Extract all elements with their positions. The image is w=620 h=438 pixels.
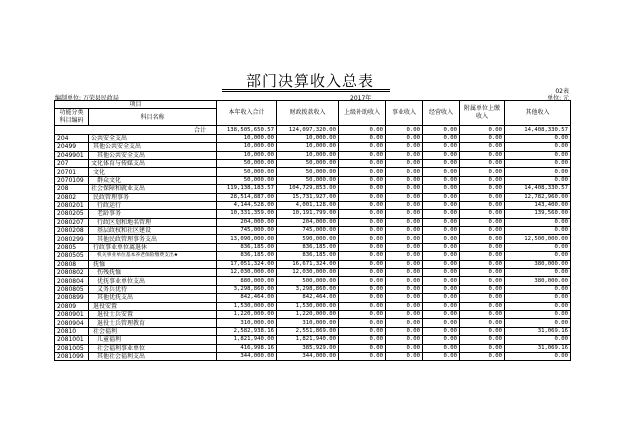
row-amount-cell: 0.00 [339, 277, 386, 285]
row-amount-cell: 10,331,359.00 [217, 210, 277, 218]
row-subject-name: 其他优抚支出 [89, 294, 217, 302]
row-amount-cell: 0.00 [339, 302, 386, 310]
row-subject-name: 文化 [89, 168, 217, 176]
row-code: 2080299 [55, 235, 89, 243]
row-amount-cell: 380,000.00 [505, 260, 571, 268]
row-amount-cell: 1,220,000.00 [277, 310, 339, 318]
row-amount-cell: 0.00 [423, 243, 460, 251]
table-row [55, 319, 571, 327]
row-amount-cell: 10,000.00 [277, 134, 339, 142]
row-amount-cell: 0.00 [505, 285, 571, 293]
total-row [55, 126, 571, 134]
row-amount-cell: 0.00 [423, 302, 460, 310]
row-amount-cell: 0.00 [460, 294, 505, 302]
table-row [55, 218, 571, 226]
total-cell: 138,505,650.57 [217, 126, 277, 134]
total-cell: 0.00 [339, 126, 386, 134]
table-row [55, 294, 571, 302]
row-code: 20809 [55, 302, 89, 310]
row-amount-cell: 0.00 [460, 260, 505, 268]
row-amount-cell: 0.00 [423, 185, 460, 193]
row-amount-cell: 0.00 [339, 260, 386, 268]
row-amount-cell: 0.00 [460, 218, 505, 226]
row-amount-cell: 3,298,860.00 [277, 285, 339, 293]
row-amount-cell: 0.00 [505, 159, 571, 167]
row-amount-cell: 0.00 [339, 151, 386, 159]
row-amount-cell: 28,514,887.00 [217, 193, 277, 201]
row-amount-cell: 0.00 [339, 210, 386, 218]
row-amount-cell: 14,408,330.57 [505, 185, 571, 193]
row-amount-cell: 842,464.00 [217, 294, 277, 302]
row-amount-cell: 0.00 [423, 319, 460, 327]
row-subject-name: 群众文化 [89, 176, 217, 184]
row-amount-cell: 0.00 [386, 159, 423, 167]
row-amount-cell: 0.00 [505, 176, 571, 184]
row-amount-cell: 842,464.00 [277, 294, 339, 302]
table-row [55, 344, 571, 352]
row-amount-cell: 0.00 [505, 143, 571, 151]
total-cell: 124,097,320.00 [277, 126, 339, 134]
row-amount-cell: 836,185.00 [217, 243, 277, 251]
row-amount-cell: 0.00 [505, 151, 571, 159]
row-amount-cell: 0.00 [386, 218, 423, 226]
table-row [55, 243, 571, 251]
row-subject-name: 其他公共安全支出 [89, 151, 217, 159]
row-amount-cell: 0.00 [339, 218, 386, 226]
row-amount-cell: 0.00 [423, 260, 460, 268]
row-subject-name: 退役安置 [89, 302, 217, 310]
row-amount-cell: 0.00 [423, 176, 460, 184]
row-amount-cell: 0.00 [423, 159, 460, 167]
row-amount-cell: 0.00 [505, 352, 571, 360]
row-amount-cell: 4,001,128.00 [277, 201, 339, 209]
row-amount-cell: 0.00 [339, 285, 386, 293]
table-row [55, 352, 571, 360]
row-amount-cell: 0.00 [339, 252, 386, 260]
row-amount-cell: 31,069.16 [505, 327, 571, 335]
row-subject-name: 民政管理事务 [89, 193, 217, 201]
total-cell: 0.00 [460, 126, 505, 134]
row-amount-cell: 119,138,183.57 [217, 185, 277, 193]
table-row [55, 176, 571, 184]
row-amount-cell: 50,000.00 [277, 176, 339, 184]
row-amount-cell: 0.00 [460, 269, 505, 277]
row-amount-cell: 204,000.00 [217, 218, 277, 226]
row-amount-cell: 0.00 [386, 227, 423, 235]
row-amount-cell: 0.00 [386, 151, 423, 159]
row-amount-cell: 17,051,324.00 [217, 260, 277, 268]
header-fiscal-appropriation: 财政拨款收入 [277, 101, 339, 126]
row-amount-cell: 2,582,938.16 [217, 327, 277, 335]
row-amount-cell: 1,220,000.00 [217, 310, 277, 318]
row-subject-name: 其他社会福利支出 [89, 352, 217, 360]
row-amount-cell: 0.00 [339, 185, 386, 193]
row-amount-cell: 0.00 [423, 143, 460, 151]
row-subject-name: 优抚事业单位支出 [89, 277, 217, 285]
row-amount-cell: 0.00 [460, 344, 505, 352]
table-row [55, 151, 571, 159]
row-amount-cell: 0.00 [460, 310, 505, 318]
row-amount-cell: 0.00 [460, 168, 505, 176]
row-amount-cell: 0.00 [386, 269, 423, 277]
row-amount-cell: 0.00 [460, 151, 505, 159]
row-amount-cell: 0.00 [386, 310, 423, 318]
row-code: 208 [55, 185, 89, 193]
row-amount-cell: 0.00 [505, 310, 571, 318]
header-affiliated-income: 附属单位上缴收入 [460, 101, 505, 126]
row-amount-cell: 0.00 [386, 168, 423, 176]
row-amount-cell: 0.00 [460, 143, 505, 151]
header-function-code: 功能分类科目编码 [55, 109, 89, 126]
row-amount-cell: 0.00 [460, 227, 505, 235]
row-code: 2080201 [55, 201, 89, 209]
row-amount-cell: 0.00 [460, 134, 505, 142]
row-amount-cell: 310,000.00 [277, 319, 339, 327]
row-amount-cell: 12,782,960.00 [505, 193, 571, 201]
row-amount-cell: 0.00 [423, 285, 460, 293]
row-subject-name: 退役士兵管理教育 [89, 319, 217, 327]
row-code: 2080899 [55, 294, 89, 302]
row-code: 2070109 [55, 176, 89, 184]
row-subject-name: 社会保障和就业支出 [89, 185, 217, 193]
header-upper-subsidy: 上级补助收入 [339, 101, 386, 126]
row-code: 20808 [55, 260, 89, 268]
table-row [55, 310, 571, 318]
row-subject-name: 抚恤 [89, 260, 217, 268]
row-amount-cell: 12,030,000.00 [217, 269, 277, 277]
row-amount-cell: 0.00 [423, 277, 460, 285]
table-row [55, 327, 571, 335]
row-amount-cell: 500,000.00 [277, 277, 339, 285]
row-amount-cell: 0.00 [386, 176, 423, 184]
header-operation-income: 经营收入 [423, 101, 460, 126]
row-amount-cell: 0.00 [460, 185, 505, 193]
row-amount-cell: 139,560.00 [505, 210, 571, 218]
row-amount-cell: 50,000.00 [217, 176, 277, 184]
row-amount-cell: 0.00 [460, 159, 505, 167]
row-amount-cell: 0.00 [460, 201, 505, 209]
row-amount-cell: 0.00 [505, 252, 571, 260]
row-subject-name: 行政运行 [89, 201, 217, 209]
row-amount-cell: 0.00 [386, 352, 423, 360]
row-amount-cell: 0.00 [423, 269, 460, 277]
row-amount-cell: 10,000.00 [217, 143, 277, 151]
row-code: 2080805 [55, 285, 89, 293]
row-subject-name: 老龄事务 [89, 210, 217, 218]
row-amount-cell: 0.00 [386, 143, 423, 151]
row-code: 20805 [55, 243, 89, 251]
row-code: 2080901 [55, 310, 89, 318]
row-amount-cell: 0.00 [423, 218, 460, 226]
row-amount-cell: 0.00 [460, 243, 505, 251]
reporting-unit: 编制单位: 万荣县民政局 [55, 95, 119, 102]
row-amount-cell: 0.00 [505, 319, 571, 327]
row-subject-name: 退役士兵安置 [89, 310, 217, 318]
row-amount-cell: 880,000.00 [217, 277, 277, 285]
row-amount-cell: 0.00 [423, 151, 460, 159]
row-amount-cell: 50,000.00 [277, 168, 339, 176]
row-amount-cell: 0.00 [339, 227, 386, 235]
row-amount-cell: 0.00 [339, 134, 386, 142]
row-amount-cell: 0.00 [423, 235, 460, 243]
row-amount-cell: 0.00 [339, 269, 386, 277]
row-amount-cell: 0.00 [386, 327, 423, 335]
row-amount-cell: 31,069.16 [505, 344, 571, 352]
row-amount-cell: 0.00 [339, 193, 386, 201]
row-amount-cell: 2,551,869.00 [277, 327, 339, 335]
row-amount-cell: 0.00 [505, 302, 571, 310]
header-item: 项目 [55, 101, 217, 109]
total-cell: 14,408,330.57 [505, 126, 571, 134]
row-amount-cell: 104,729,853.00 [277, 185, 339, 193]
row-subject-name: 其他公共安全支出 [89, 143, 217, 151]
row-amount-cell: 0.00 [386, 344, 423, 352]
total-label: 合计 [55, 126, 217, 134]
row-subject-name: 社会福利 [89, 327, 217, 335]
row-code: 20701 [55, 168, 89, 176]
row-subject-name: 义务兵优待 [89, 285, 217, 293]
title-underline [222, 89, 390, 90]
row-subject-name: 社会福利事业单位 [89, 344, 217, 352]
row-amount-cell: 0.00 [460, 235, 505, 243]
table-row [55, 277, 571, 285]
row-code: 2081099 [55, 352, 89, 360]
row-amount-cell: 836,185.00 [217, 252, 277, 260]
row-amount-cell: 0.00 [460, 302, 505, 310]
row-subject-name: 伤残抚恤 [89, 269, 217, 277]
row-amount-cell: 0.00 [505, 294, 571, 302]
row-amount-cell: 0.00 [339, 243, 386, 251]
row-subject-name: 行政事业单位离退休 [89, 243, 217, 251]
row-amount-cell: 0.00 [386, 134, 423, 142]
row-amount-cell: 385,929.00 [277, 344, 339, 352]
row-amount-cell: 0.00 [339, 143, 386, 151]
row-code: 2080208 [55, 227, 89, 235]
row-amount-cell: 0.00 [460, 327, 505, 335]
row-amount-cell: 0.00 [386, 243, 423, 251]
table-row [55, 269, 571, 277]
row-amount-cell: 0.00 [386, 294, 423, 302]
row-amount-cell: 0.00 [460, 252, 505, 260]
row-amount-cell: 204,000.00 [277, 218, 339, 226]
header-total-income: 本年收入合计 [217, 101, 277, 126]
row-amount-cell: 0.00 [339, 168, 386, 176]
table-row [55, 143, 571, 151]
row-code: 207 [55, 159, 89, 167]
header-subject-name: 科目名称 [89, 109, 217, 126]
row-amount-cell: 3,298,860.00 [217, 285, 277, 293]
row-amount-cell: 0.00 [386, 210, 423, 218]
row-amount-cell: 0.00 [423, 310, 460, 318]
row-subject-name: 机关事业单位基本养老保险缴费支出★ [89, 252, 217, 260]
row-amount-cell: 0.00 [423, 210, 460, 218]
title-underline-second [222, 91, 390, 92]
row-amount-cell: 0.00 [460, 277, 505, 285]
row-amount-cell: 0.00 [423, 352, 460, 360]
row-amount-cell: 344,000.00 [277, 352, 339, 360]
row-code: 2080904 [55, 319, 89, 327]
row-amount-cell: 0.00 [423, 344, 460, 352]
form-number: 02表 [555, 88, 569, 95]
row-amount-cell: 15,731,927.00 [277, 193, 339, 201]
row-code: 20802 [55, 193, 89, 201]
row-amount-cell: 4,144,528.00 [217, 201, 277, 209]
money-unit: 单位: 元 [547, 95, 569, 102]
table-row [55, 134, 571, 142]
row-amount-cell: 0.00 [423, 193, 460, 201]
row-amount-cell: 0.00 [386, 235, 423, 243]
row-amount-cell: 0.00 [386, 277, 423, 285]
income-summary-table [54, 100, 571, 361]
row-amount-cell: 0.00 [460, 285, 505, 293]
row-amount-cell: 0.00 [339, 327, 386, 335]
row-subject-name: 行政区划和地名管理 [89, 218, 217, 226]
row-amount-cell: 0.00 [423, 168, 460, 176]
row-amount-cell: 590,000.00 [277, 235, 339, 243]
row-amount-cell: 0.00 [386, 201, 423, 209]
row-amount-cell: 0.00 [505, 168, 571, 176]
row-amount-cell: 1,530,000.00 [277, 302, 339, 310]
row-amount-cell: 10,000.00 [277, 143, 339, 151]
row-code: 2080505 [55, 252, 89, 260]
table-row [55, 201, 571, 209]
row-code: 204 [55, 134, 89, 142]
row-amount-cell: 0.00 [460, 319, 505, 327]
table-row [55, 193, 571, 201]
row-amount-cell: 50,000.00 [217, 168, 277, 176]
row-subject-name: 基层政权和社区建设 [89, 227, 217, 235]
header-business-income: 事业收入 [386, 101, 423, 126]
total-cell: 0.00 [423, 126, 460, 134]
row-amount-cell: 12,500,000.00 [505, 235, 571, 243]
row-amount-cell: 1,821,940.00 [217, 336, 277, 344]
row-amount-cell: 0.00 [339, 176, 386, 184]
row-amount-cell: 0.00 [339, 310, 386, 318]
row-amount-cell: 0.00 [460, 210, 505, 218]
row-amount-cell: 0.00 [460, 176, 505, 184]
table-row [55, 168, 571, 176]
row-amount-cell: 0.00 [339, 294, 386, 302]
row-amount-cell: 0.00 [460, 352, 505, 360]
row-amount-cell: 0.00 [386, 260, 423, 268]
row-code: 2049901 [55, 151, 89, 159]
row-amount-cell: 344,000.00 [217, 352, 277, 360]
row-amount-cell: 0.00 [423, 336, 460, 344]
row-amount-cell: 0.00 [339, 336, 386, 344]
row-amount-cell: 13,090,000.00 [217, 235, 277, 243]
row-amount-cell: 0.00 [423, 227, 460, 235]
table-row [55, 336, 571, 344]
row-code: 2080205 [55, 210, 89, 218]
row-amount-cell: 0.00 [423, 252, 460, 260]
row-amount-cell: 745,000.00 [217, 227, 277, 235]
row-amount-cell: 0.00 [460, 336, 505, 344]
row-amount-cell: 0.00 [339, 159, 386, 167]
row-amount-cell: 0.00 [386, 285, 423, 293]
row-subject-name: 公共安全支出 [89, 134, 217, 142]
row-amount-cell: 12,030,000.00 [277, 269, 339, 277]
row-amount-cell: 0.00 [386, 185, 423, 193]
table-row [55, 302, 571, 310]
report-year: 2017年 [350, 95, 372, 102]
row-amount-cell: 836,185.00 [277, 252, 339, 260]
row-amount-cell: 0.00 [505, 336, 571, 344]
row-code: 2080207 [55, 218, 89, 226]
row-amount-cell: 0.00 [386, 319, 423, 327]
row-code: 20499 [55, 143, 89, 151]
row-amount-cell: 0.00 [423, 201, 460, 209]
table-row [55, 235, 571, 243]
row-amount-cell: 10,191,799.00 [277, 210, 339, 218]
row-amount-cell: 0.00 [386, 252, 423, 260]
row-amount-cell: 0.00 [386, 193, 423, 201]
row-amount-cell: 0.00 [423, 134, 460, 142]
row-code: 2080804 [55, 277, 89, 285]
row-amount-cell: 0.00 [339, 319, 386, 327]
row-amount-cell: 10,000.00 [277, 151, 339, 159]
row-code: 2081001 [55, 336, 89, 344]
table-row [55, 210, 571, 218]
row-amount-cell: 0.00 [339, 352, 386, 360]
row-amount-cell: 10,000.00 [217, 134, 277, 142]
table-row [55, 285, 571, 293]
row-code: 2081005 [55, 344, 89, 352]
row-amount-cell: 143,400.00 [505, 201, 571, 209]
row-amount-cell: 0.00 [386, 336, 423, 344]
row-amount-cell: 0.00 [505, 227, 571, 235]
row-amount-cell: 0.00 [505, 243, 571, 251]
row-amount-cell: 1,530,000.00 [217, 302, 277, 310]
table-row [55, 260, 571, 268]
row-amount-cell: 0.00 [505, 269, 571, 277]
row-amount-cell: 0.00 [339, 201, 386, 209]
row-amount-cell: 1,821,940.00 [277, 336, 339, 344]
table-row [55, 227, 571, 235]
row-amount-cell: 0.00 [505, 134, 571, 142]
row-subject-name: 儿童福利 [89, 336, 217, 344]
row-subject-name: 文化体育与传媒支出 [89, 159, 217, 167]
row-subject-name: 其他民政管理事务支出 [89, 235, 217, 243]
page-title: 部门决算收入总表 [245, 72, 374, 90]
row-amount-cell: 0.00 [386, 302, 423, 310]
row-amount-cell: 416,998.16 [217, 344, 277, 352]
row-amount-cell: 745,000.00 [277, 227, 339, 235]
row-amount-cell: 10,000.00 [217, 151, 277, 159]
row-amount-cell: 310,000.00 [217, 319, 277, 327]
row-amount-cell: 0.00 [423, 294, 460, 302]
row-amount-cell: 0.00 [505, 218, 571, 226]
row-amount-cell: 836,185.00 [277, 243, 339, 251]
row-amount-cell: 50,000.00 [277, 159, 339, 167]
table-row [55, 185, 571, 193]
table-row [55, 159, 571, 167]
total-cell: 0.00 [386, 126, 423, 134]
row-amount-cell: 0.00 [339, 344, 386, 352]
row-code: 2080802 [55, 269, 89, 277]
row-amount-cell: 380,000.00 [505, 277, 571, 285]
header-other-income: 其他收入 [505, 101, 571, 126]
row-code: 20810 [55, 327, 89, 335]
row-amount-cell: 0.00 [423, 327, 460, 335]
row-amount-cell: 16,671,324.00 [277, 260, 339, 268]
row-amount-cell: 0.00 [339, 235, 386, 243]
table-row [55, 252, 571, 260]
row-amount-cell: 50,000.00 [217, 159, 277, 167]
row-amount-cell: 0.00 [460, 193, 505, 201]
